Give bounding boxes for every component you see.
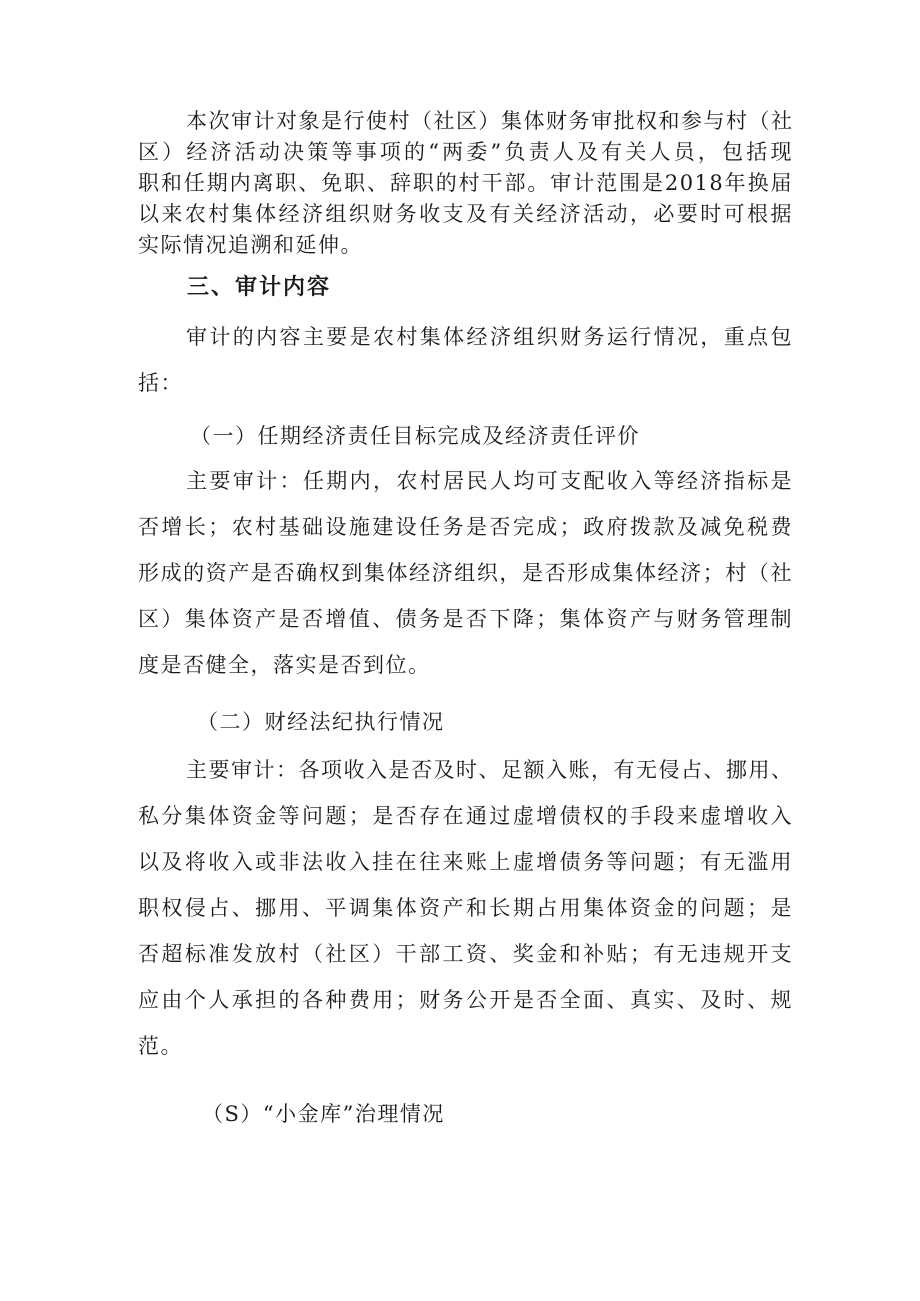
text-line: 主要审计：各项收入是否及时、足额入账，有无侵占、挪用、 xyxy=(186,758,794,782)
text-line: 本次审计对象是行使村（社区）集体财务审批权和参与村（社 xyxy=(186,109,794,133)
subsection-title-3: （S）“小金库”治理情况 xyxy=(202,1102,445,1126)
audit-scope-paragraph xyxy=(138,106,793,261)
text-line: 否增长；农村基础设施建设任务是否完成；政府拨款及减免税费 xyxy=(138,515,793,539)
text-line: 区）经济活动决策等事项的“两委”负责人及有关人员，包括现 xyxy=(138,140,793,164)
text-line: 范。 xyxy=(138,1034,183,1058)
section-heading-audit-content: 三、审计内容 xyxy=(187,275,332,300)
text-line: 否超标准发放村（社区）干部工资、奖金和补贴；有无违规开支 xyxy=(138,942,793,966)
text-line: 以及将收入或非法收入挂在往来账上虚增债务等问题；有无滥用 xyxy=(138,850,793,874)
text-line: 私分集体资金等问题；是否存在通过虚增债权的手段来虚增收入 xyxy=(138,804,793,828)
text-line: 括： xyxy=(138,371,183,395)
subsection-title-2: （二）财经法纪执行情况 xyxy=(197,710,445,734)
text-line: 区）集体资产是否增值、债务是否下降；集体资产与财务管理制 xyxy=(138,607,793,631)
text-line: 以来农村集体经济组织财务收支及有关经济活动，必要时可根据 xyxy=(138,202,793,226)
text-line: 审计的内容主要是农村集体经济组织财务运行情况，重点包 xyxy=(186,325,793,349)
text-line: 度是否健全，落实是否到位。 xyxy=(138,653,431,677)
subsection-2-body xyxy=(138,747,793,1069)
content-intro-paragraph xyxy=(138,314,793,406)
text-line: 主要审计：任期内，农村居民人均可支配收入等经济指标是 xyxy=(186,469,793,493)
subsection-1-body xyxy=(138,458,793,688)
text-line: 应由个人承担的各种费用；财务公开是否全面、真实、及时、规 xyxy=(138,988,793,1012)
text-line: 形成的资产是否确权到集体经济组织，是否形成集体经济；村（社 xyxy=(138,561,793,585)
text-line: 实际情况追溯和延伸。 xyxy=(138,233,363,257)
subsection-title-1: （一）任期经济责任目标完成及经济责任评价 xyxy=(190,424,640,448)
text-line: 职权侵占、挪用、平调集体资产和长期占用集体资金的问题；是 xyxy=(138,896,793,920)
text-line: 职和任期内离职、免职、辞职的村干部。审计范围是2018年换届 xyxy=(138,171,793,195)
